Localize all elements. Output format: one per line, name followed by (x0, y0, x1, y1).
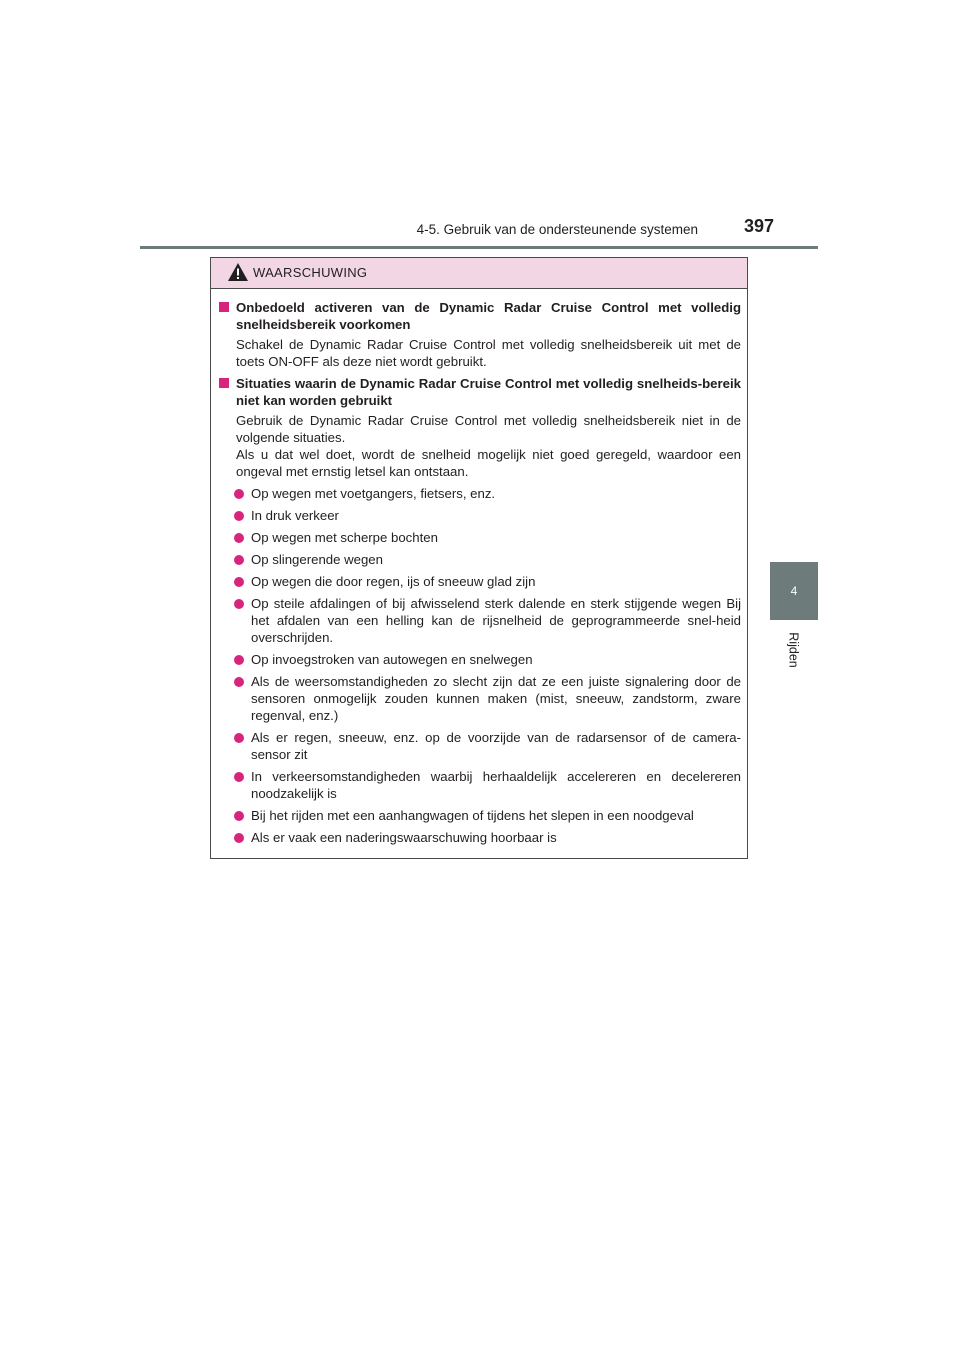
circle-bullet-icon (234, 577, 244, 587)
circle-bullet-icon (234, 833, 244, 843)
circle-bullet-icon (234, 599, 244, 609)
chapter-label-text: Rijden (787, 632, 801, 668)
list-item (227, 595, 741, 646)
section-heading-text: Onbedoeld activeren van de Dynamic Radar Cruise Control met volledig snelheidsbereik voorkomen (236, 300, 741, 332)
page-header (140, 212, 818, 249)
warning-box (210, 257, 748, 859)
list-item (227, 573, 741, 590)
list-item (227, 507, 741, 524)
list-item (227, 829, 741, 846)
section-heading (219, 299, 741, 333)
warning-body (211, 289, 747, 846)
situation-list (219, 485, 741, 846)
list-item-text: Als de weersomstandigheden zo slecht zijn dat ze een juiste signalering door de sensoren onmogelijk zouden kunnen maken (mist, sneeuw, zandstorm, zware regenval, enz.) (251, 674, 741, 723)
square-bullet-icon (219, 302, 229, 312)
list-item (227, 485, 741, 502)
list-item-text: Op wegen die door regen, ijs of sneeuw glad zijn (251, 574, 536, 589)
chapter-tab: 4 (770, 562, 818, 620)
circle-bullet-icon (234, 489, 244, 499)
warning-section (219, 299, 741, 370)
list-item (227, 729, 741, 763)
section-text: Gebruik de Dynamic Radar Cruise Control met volledig snelheidsbereik niet in de volgende situaties. (236, 413, 741, 445)
list-item-text: In verkeersomstandigheden waarbij herhaaldelijk accelereren en decelereren noodzakelijk is (251, 769, 741, 801)
section-heading (219, 375, 741, 409)
list-item-text: Op steile afdalingen of bij afwisselend sterk dalende en sterk stijgende wegen Bij het afdalen van een helling kan de rijsnelheid de geprogrammeerde snel-heid overschrijden. (251, 596, 741, 645)
list-item (227, 768, 741, 802)
chapter-label (775, 630, 813, 670)
list-item (227, 807, 741, 824)
section-heading-text: Situaties waarin de Dynamic Radar Cruise Control met volledig snelheids-bereik niet kan worden gebruikt (236, 376, 741, 408)
circle-bullet-icon (234, 511, 244, 521)
list-item (227, 529, 741, 546)
list-item-text: Als er regen, sneeuw, enz. op de voorzijde van de radarsensor of de camera-sensor zit (251, 730, 741, 762)
list-item-text: In druk verkeer (251, 508, 339, 523)
list-item-text: Op invoegstroken van autowegen en snelwegen (251, 652, 533, 667)
circle-bullet-icon (234, 533, 244, 543)
list-item-text: Als er vaak een naderingswaarschuwing hoorbaar is (251, 830, 557, 845)
circle-bullet-icon (234, 772, 244, 782)
square-bullet-icon (219, 378, 229, 388)
list-item (227, 551, 741, 568)
circle-bullet-icon (234, 555, 244, 565)
list-item-text: Op wegen met scherpe bochten (251, 530, 438, 545)
section-text: Schakel de Dynamic Radar Cruise Control met volledig snelheidsbereik uit met de toets ON-OFF als deze niet wordt gebruikt. (236, 337, 741, 369)
circle-bullet-icon (234, 811, 244, 821)
page-number: 397 (743, 216, 774, 236)
circle-bullet-icon (234, 733, 244, 743)
list-item-text: Bij het rijden met een aanhangwagen of tijdens het slepen in een noodgeval (251, 808, 694, 823)
list-item-text: Op slingerende wegen (251, 552, 383, 567)
warning-title: WAARSCHUWING (253, 265, 368, 280)
section-title: 4-5. Gebruik van de ondersteunende systemen (416, 222, 698, 237)
circle-bullet-icon (234, 655, 244, 665)
warning-header (211, 258, 747, 289)
list-item (227, 673, 741, 724)
warning-section (219, 375, 741, 846)
warning-triangle-icon (227, 262, 249, 282)
section-text: Als u dat wel doet, wordt de snelheid mogelijk niet goed geregeld, waardoor een ongeval met ernstig letsel kan ontstaan. (236, 447, 741, 479)
list-item-text: Op wegen met voetgangers, fietsers, enz. (251, 486, 496, 501)
circle-bullet-icon (234, 677, 244, 687)
list-item (227, 651, 741, 668)
